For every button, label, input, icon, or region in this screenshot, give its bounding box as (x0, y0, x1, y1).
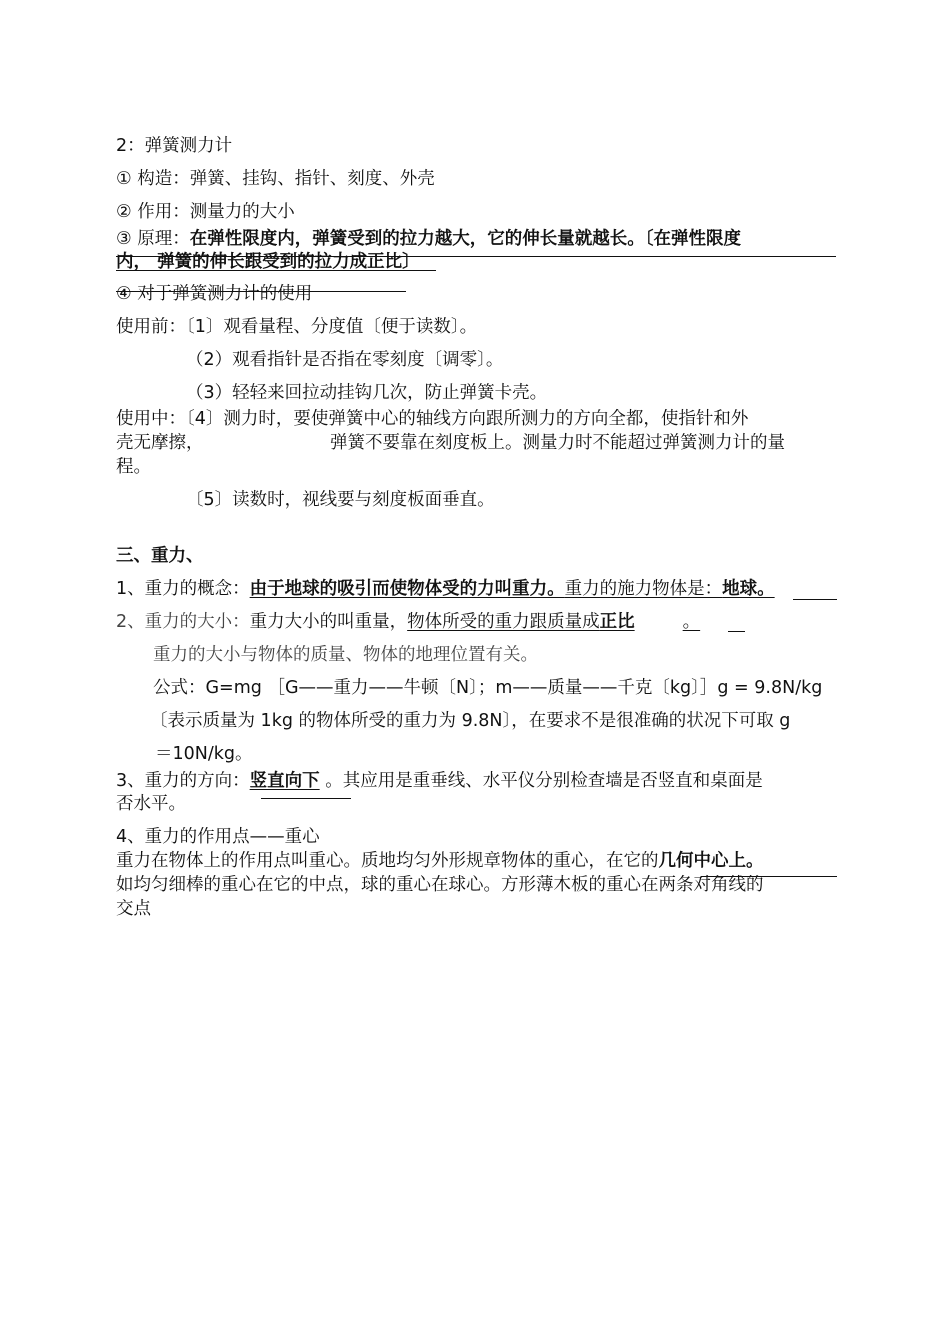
principle-bold-1: 在弹性限度内，弹簧受到的拉力越大，它的伸长量就越长。〔在弹性限度 (189, 229, 742, 249)
during-use-3: 程。 (116, 457, 151, 477)
factors-line: 重力的大小与物体的质量、物体的地理位置有关。 (153, 645, 538, 665)
before-use-2: （2）观看指针是否指在零刻度〔调零〕。 (186, 350, 504, 370)
principle-rule-2 (116, 270, 436, 271)
concept-label: 1、重力的概念： (116, 579, 250, 599)
concept-rule-ext (793, 599, 837, 600)
during-use-2b: 弹簧不要靠在刻度板上。测量力时不能超过弹簧测力计的量 (330, 433, 785, 453)
gravity-heading: 三、重力、 (116, 546, 204, 566)
reading-line: 〔5〕读数时，视线要与刻度板面垂直。 (186, 490, 495, 510)
function-line: ② 作用：测量力的大小 (116, 202, 295, 222)
principle-line (116, 228, 741, 250)
size-line (116, 611, 700, 633)
concept-bold: 由于地球的吸引而使物体受的力叫重力。 (249, 579, 565, 599)
principle-label: ③ 原理： (116, 229, 190, 249)
before-use-3: （3）轻轻来回拉动挂钩几次，防止弹簧卡壳。 (186, 383, 548, 403)
size-end: 。 (682, 612, 701, 632)
usage-heading: ④ 对于弹簧测力计的使用 (116, 284, 313, 304)
concept-rest: 重力的施力物体是： (564, 579, 723, 599)
size-bold: 正比 (599, 612, 635, 632)
size-prop: 物体所受的重力跟质量成 (407, 612, 600, 632)
cog-line-1 (116, 850, 764, 872)
during-use-1: 使用中：〔4〕测力时，要使弹簧中心的轴线方向跟所测力的方向全都，使指针和外 (116, 409, 749, 429)
cog-line-2: 如均匀细棒的重心在它的中点，球的重心在球心。方形薄木板的重心在两条对角线的 (116, 875, 764, 895)
direction-label: 3、重力的方向： (116, 771, 250, 791)
concept-line (116, 578, 775, 600)
size-text: 重力大小的叫重量， (249, 612, 408, 632)
cog-line-3: 交点 (116, 899, 151, 919)
direction-rule (261, 798, 351, 799)
direction-rest-2: 否水平。 (116, 794, 186, 814)
formula-note: 〔表示质量为 1kg 的物体所受的重力为 9.8N〕，在要求不是很准确的状况下可取 g (150, 711, 791, 731)
size-label: 2、重力的大小： (116, 612, 250, 632)
cog-1b: 几何中心上。 (658, 851, 764, 871)
cog-rule (701, 876, 837, 877)
cog-1a: 重力在物体上的作用点叫重心。质地均匀外形规章物体的重心，在它的 (116, 851, 659, 871)
direction-rest: 。其应用是重垂线、水平仪分别检查墙是否竖直和桌面是 (319, 771, 763, 791)
direction-bold: 竖直向下 (249, 771, 320, 791)
concept-earth: 地球。 (722, 579, 775, 599)
approx-line: ＝10N/kg。 (155, 744, 253, 764)
usage-rule (116, 291, 406, 292)
formula-line: 公式：G=mg ［G——重力——牛顿〔N〕；m——质量——千克〔kg〕］g = 9.8N/kg (153, 678, 823, 698)
cog-heading: 4、重力的作用点——重心 (116, 827, 320, 847)
structure-line: ① 构造：弹簧、挂钩、指针、刻度、外壳 (116, 169, 435, 189)
principle-bold-2: 内， 弹簧的伸长跟受到的拉力成正比〕 (116, 252, 420, 272)
size-rule-ext (728, 631, 745, 632)
during-use-2a: 壳无摩擦， (116, 433, 204, 453)
spring-scale-heading: 2：弹簧测力计 (116, 136, 233, 156)
direction-line (116, 770, 763, 792)
before-use-1: 使用前：〔1〕观看量程、分度值〔便于读数〕。 (116, 317, 478, 337)
